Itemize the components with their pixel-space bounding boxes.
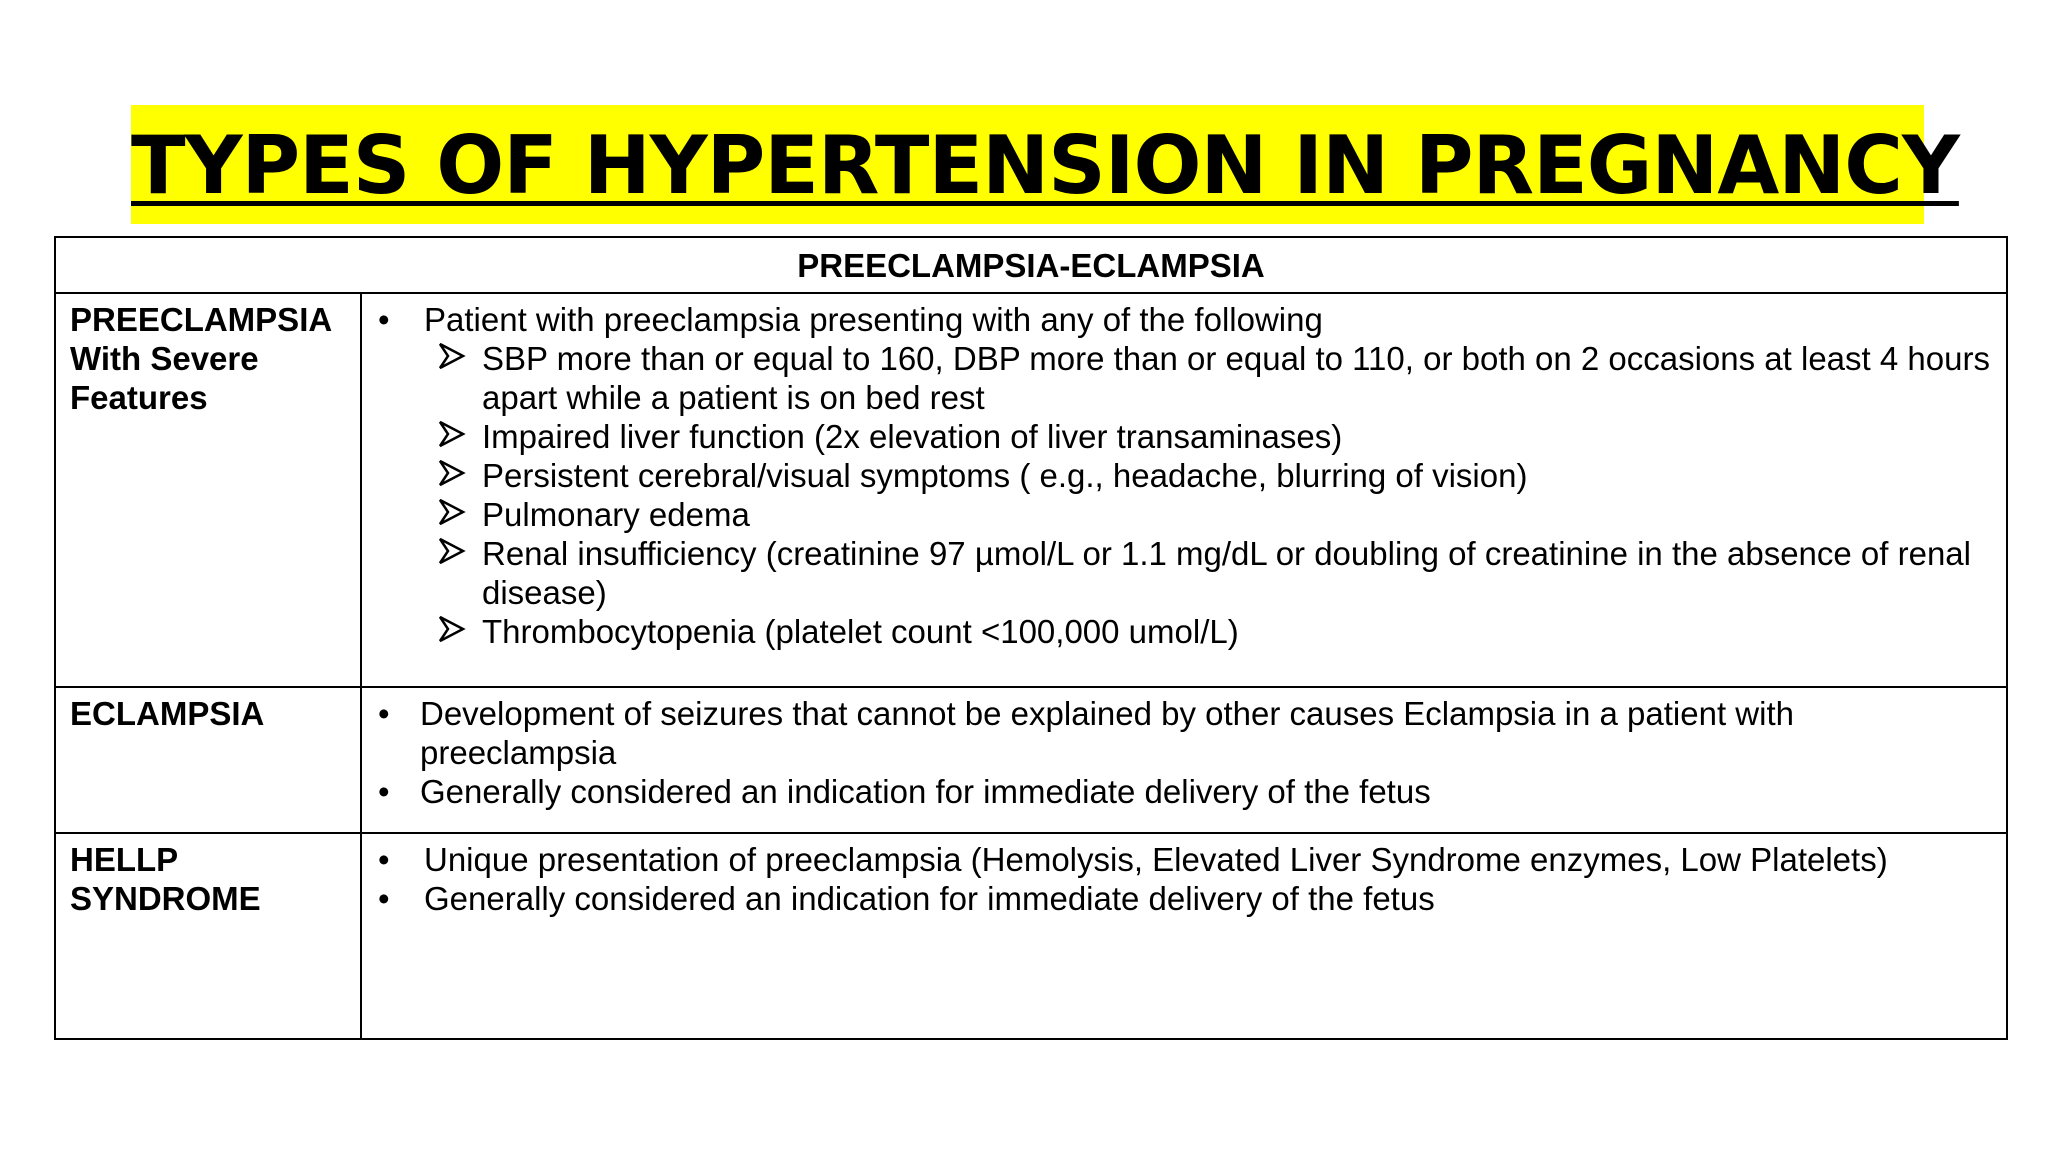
arrowhead-bullet-icon <box>438 534 466 573</box>
row-label-line: HELLP <box>70 841 179 878</box>
row-label-eclampsia <box>55 687 361 833</box>
sub-bullet-text: Thrombocytopenia (platelet count <100,000 umol/L) <box>482 613 1239 650</box>
row-content-preeclampsia-severe <box>361 293 2007 687</box>
row-label-hellp <box>55 833 361 1039</box>
arrowhead-bullet-icon <box>438 612 466 651</box>
list-item <box>362 772 1996 811</box>
hypertension-table <box>54 236 2008 1040</box>
sub-list-item <box>424 534 1996 612</box>
row-label-line: With Severe <box>70 340 259 377</box>
list-item <box>362 300 1996 651</box>
row-content-eclampsia <box>361 687 2007 833</box>
sub-list-item <box>424 456 1996 495</box>
arrowhead-bullet-icon <box>438 417 466 456</box>
bullet-dot-icon: • <box>378 880 390 917</box>
bullet-dot-icon: • <box>378 841 390 878</box>
arrowhead-bullet-icon <box>438 339 466 378</box>
bullet-text: Unique presentation of preeclampsia (Hemolysis, Elevated Liver Syndrome enzymes, Low Platelets) <box>424 841 1888 878</box>
sub-bullet-text: Persistent cerebral/visual symptoms ( e.g., headache, blurring of vision) <box>482 457 1528 494</box>
bullet-dot-icon: • <box>378 695 390 732</box>
row-label-preeclampsia-severe <box>55 293 361 687</box>
sub-bullet-text: Pulmonary edema <box>482 496 750 533</box>
bullet-text: Patient with preeclampsia presenting with any of the following <box>424 301 1323 338</box>
bullet-text: Generally considered an indication for immediate delivery of the fetus <box>424 880 1435 917</box>
row-label-line: PREECLAMPSIA <box>70 301 333 338</box>
sub-list-item <box>424 339 1996 417</box>
sub-list-item <box>424 612 1996 651</box>
sub-bullet-text: SBP more than or equal to 160, DBP more than or equal to 110, or both on 2 occasions at least 4 hours apart while a patient is on bed rest <box>482 340 1990 416</box>
sub-bullet-text: Renal insufficiency (creatinine 97 µmol/L or 1.1 mg/dL or doubling of creatinine in the absence of renal disease) <box>482 535 1971 611</box>
title-highlight <box>131 105 1959 224</box>
bullet-dot-icon: • <box>378 773 390 810</box>
list-item <box>362 879 1996 918</box>
list-item <box>362 840 1996 879</box>
sub-bullet-text: Impaired liver function (2x elevation of liver transaminases) <box>482 418 1343 455</box>
arrowhead-bullet-icon <box>438 456 466 495</box>
bullet-dot-icon: • <box>378 301 390 338</box>
list-item <box>362 694 1996 772</box>
row-label-line: SYNDROME <box>70 880 261 917</box>
row-label-line: ECLAMPSIA <box>70 695 265 732</box>
arrowhead-bullet-icon <box>438 495 466 534</box>
table-row <box>55 293 2007 687</box>
page-title: TYPES OF HYPERTENSION IN PREGNANCY <box>131 119 1959 212</box>
sub-list-item <box>424 495 1996 534</box>
row-label-line: Features <box>70 379 208 416</box>
table-header: PREECLAMPSIA-ECLAMPSIA <box>55 237 2007 293</box>
sub-list-item <box>424 417 1996 456</box>
table-row <box>55 833 2007 1039</box>
table-row <box>55 687 2007 833</box>
row-content-hellp <box>361 833 2007 1039</box>
bullet-text: Generally considered an indication for immediate delivery of the fetus <box>420 773 1431 810</box>
bullet-text: Development of seizures that cannot be explained by other causes Eclampsia in a patient with preeclampsia <box>420 695 1794 771</box>
